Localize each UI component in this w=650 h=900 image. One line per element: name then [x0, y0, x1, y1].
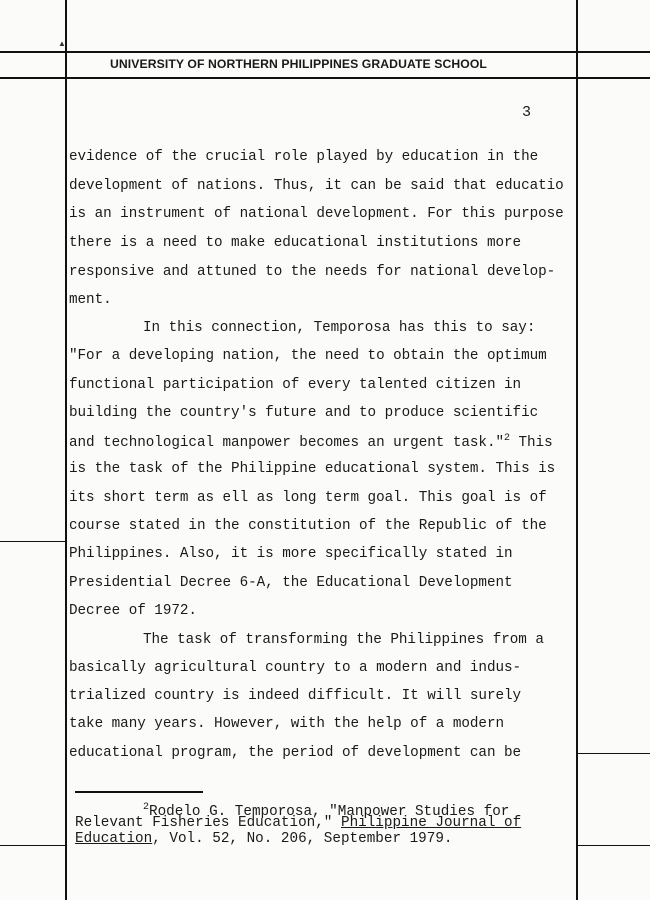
- footnote-separator: [75, 791, 203, 793]
- footnote-text: Relevant Fisheries Education,": [75, 815, 333, 831]
- footnote-marker: 2: [143, 802, 150, 813]
- body-line: functional participation of every talented citizen in: [69, 377, 522, 393]
- body-line: its short term as ell as long term goal. This goal is of: [69, 490, 547, 506]
- body-line: take many years. However, with the help of a modern: [69, 716, 505, 732]
- header-bottom-rule: [0, 77, 650, 79]
- body-line: evidence of the crucial role played by education in the: [69, 149, 539, 165]
- body-line: educational program, the period of development can be: [69, 745, 522, 761]
- body-line: In this connection, Temporosa has this to say:: [143, 320, 536, 336]
- institution-header: UNIVERSITY OF NORTHERN PHILIPPINES GRADUATE SCHOOL: [110, 57, 487, 71]
- footnote-ref: 2: [504, 433, 510, 444]
- body-line: The task of transforming the Philippines from a: [143, 632, 544, 648]
- body-line: Philippines. Also, it is more specifically stated in: [69, 546, 513, 562]
- right-margin-rule: [576, 0, 578, 900]
- footnote-text: , Vol. 52, No. 206, September 1979.: [152, 831, 453, 847]
- body-line: ment.: [69, 292, 112, 308]
- body-line: responsive and attuned to the needs for national develop-: [69, 264, 556, 280]
- body-line: development of nations. Thus, it can be said that educatio: [69, 178, 564, 194]
- body-line: basically agricultural country to a modern and indus-: [69, 660, 522, 676]
- left-margin-rule: [65, 0, 67, 900]
- body-line-with-citation: [69, 433, 553, 451]
- left-edge-rule-2: [0, 845, 65, 846]
- body-line: there is a need to make educational institutions more: [69, 235, 522, 251]
- corner-mark: ▲: [58, 39, 66, 48]
- body-line: course stated in the constitution of the Republic of the: [69, 518, 547, 534]
- footnote-line: [75, 816, 521, 831]
- body-line: is the task of the Philippine educational system. This is: [69, 461, 556, 477]
- body-text: and technological manpower becomes an urgent task.": [69, 435, 505, 451]
- body-line: building the country's future and to produce scientific: [69, 405, 539, 421]
- body-line: is an instrument of national development. For this purpose: [69, 206, 564, 222]
- body-line: "For a developing nation, the need to obtain the optimum: [69, 348, 547, 364]
- header-top-rule: [0, 51, 650, 53]
- journal-title: Philippine Journal of: [340, 815, 522, 831]
- page-number: 3: [522, 104, 532, 121]
- journal-title-cont: Education: [75, 831, 153, 847]
- body-text: This: [518, 435, 553, 451]
- footnote-text: Rodelo G. Temporosa, "Manpower Studies for: [149, 804, 510, 820]
- footnote-line: [75, 832, 453, 847]
- right-edge-rule-2: [576, 845, 650, 846]
- body-line: trialized country is indeed difficult. It will surely: [69, 688, 522, 704]
- body-line: Decree of 1972.: [69, 603, 197, 619]
- left-edge-rule-1: [0, 541, 65, 542]
- body-line: Presidential Decree 6-A, the Educational Development: [69, 575, 513, 591]
- right-edge-rule-1: [576, 753, 650, 754]
